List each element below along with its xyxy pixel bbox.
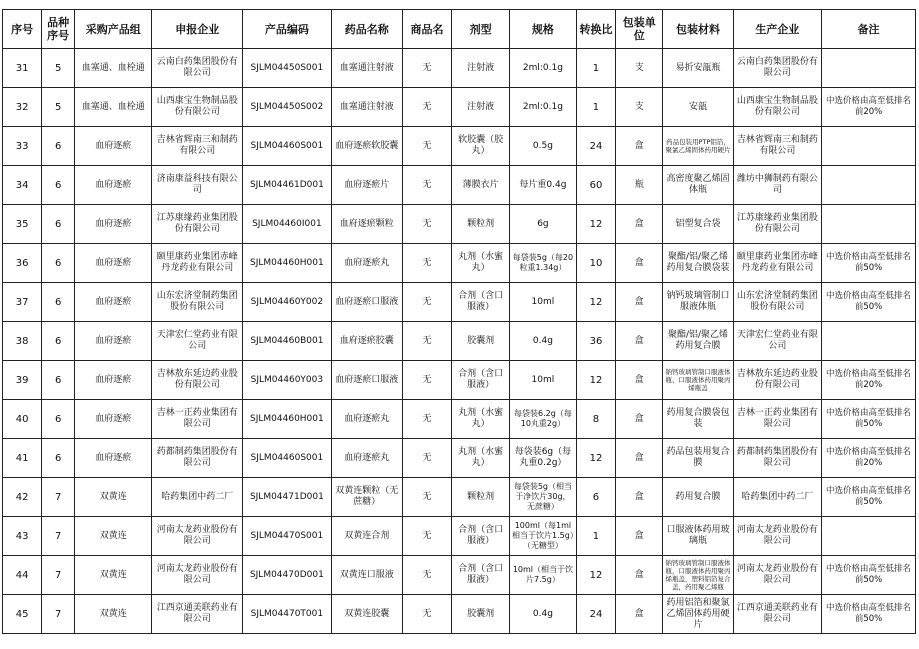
cell-specification: 每袋装5g（相当于净饮片30g，无蔗糖） <box>509 478 576 517</box>
cell-index: 35 <box>3 205 42 244</box>
cell-conversion-ratio: 36 <box>576 322 615 361</box>
cell-manufacturer: 江苏康缘药业集团股份有限公司 <box>733 205 822 244</box>
cell-drug-name: 双黄连口服液 <box>331 556 402 595</box>
cell-product-group: 血府逐瘀 <box>75 439 152 478</box>
cell-variety-index: 7 <box>42 595 75 634</box>
cell-package-unit: 盒 <box>616 205 663 244</box>
cell-index: 40 <box>3 400 42 439</box>
cell-dosage-form: 颗粒剂 <box>452 205 510 244</box>
table-row <box>3 49 916 88</box>
cell-trade-name: 无 <box>402 283 451 322</box>
cell-conversion-ratio: 12 <box>576 556 615 595</box>
table-row <box>3 88 916 127</box>
cell-package-material: 药用复合膜袋包装 <box>663 400 733 439</box>
cell-index: 39 <box>3 361 42 400</box>
header-product-group: 采购产品组 <box>75 10 152 49</box>
table-row <box>3 361 916 400</box>
cell-package-material: 易折安瓿瓶 <box>663 49 733 88</box>
cell-variety-index: 5 <box>42 88 75 127</box>
cell-package-material: 高密度聚乙烯固体瓶 <box>663 166 733 205</box>
cell-conversion-ratio: 24 <box>576 595 615 634</box>
cell-package-unit: 盒 <box>616 244 663 283</box>
cell-remarks <box>822 517 916 556</box>
cell-dosage-form: 丸剂（水蜜丸） <box>452 244 510 283</box>
cell-package-unit: 瓶 <box>616 166 663 205</box>
cell-product-group: 双黄连 <box>75 595 152 634</box>
cell-drug-name: 血塞通注射液 <box>331 49 402 88</box>
cell-dosage-form: 丸剂（水蜜丸） <box>452 439 510 478</box>
cell-drug-name: 双黄连颗粒（无蔗糖） <box>331 478 402 517</box>
cell-specification: 0.4g <box>509 595 576 634</box>
cell-manufacturer: 吉林敖东延边药业股份有限公司 <box>733 361 822 400</box>
cell-package-unit: 盒 <box>616 478 663 517</box>
cell-product-code: SJLM04460Y002 <box>243 283 332 322</box>
cell-package-unit: 盒 <box>616 283 663 322</box>
cell-conversion-ratio: 10 <box>576 244 615 283</box>
header-variety-index: 品种序号 <box>42 10 75 49</box>
header-applicant: 申报企业 <box>152 10 243 49</box>
header-conversion-ratio: 转换比 <box>576 10 615 49</box>
cell-specification: 100ml（每1ml相当于饮片1.5g）（无糖型） <box>509 517 576 556</box>
cell-remarks: 中选价格由高至低排名前50% <box>822 244 916 283</box>
cell-product-code: SJLM04450S002 <box>243 88 332 127</box>
table-row <box>3 400 916 439</box>
cell-drug-name: 血府逐瘀丸 <box>331 439 402 478</box>
cell-trade-name: 无 <box>402 127 451 166</box>
cell-drug-name: 血府逐瘀口服液 <box>331 283 402 322</box>
cell-product-code: SJLM04450S001 <box>243 49 332 88</box>
cell-package-material: 药用复合膜 <box>663 478 733 517</box>
cell-conversion-ratio: 24 <box>576 127 615 166</box>
cell-manufacturer: 云南白药集团股份有限公司 <box>733 49 822 88</box>
cell-applicant: 药都制药集团股份有限公司 <box>152 439 243 478</box>
cell-trade-name: 无 <box>402 478 451 517</box>
cell-drug-name: 血府逐瘀颗粒 <box>331 205 402 244</box>
cell-applicant: 吉林省辉南三和制药有限公司 <box>152 127 243 166</box>
cell-applicant: 河南太龙药业股份有限公司 <box>152 517 243 556</box>
table-row <box>3 205 916 244</box>
table-row <box>3 244 916 283</box>
cell-applicant: 哈药集团中药二厂 <box>152 478 243 517</box>
cell-trade-name: 无 <box>402 166 451 205</box>
cell-conversion-ratio: 60 <box>576 166 615 205</box>
header-manufacturer: 生产企业 <box>733 10 822 49</box>
table-row <box>3 517 916 556</box>
cell-package-material: 聚酯/铝/聚乙烯药用复合膜 <box>663 322 733 361</box>
cell-product-group: 血府逐瘀 <box>75 127 152 166</box>
cell-specification: 每袋装6g（每丸重0.2g） <box>509 439 576 478</box>
cell-dosage-form: 合剂（含口服液） <box>452 556 510 595</box>
cell-variety-index: 6 <box>42 400 75 439</box>
cell-product-group: 血府逐瘀 <box>75 205 152 244</box>
cell-remarks: 中选价格由高至低排名前50% <box>822 283 916 322</box>
header-package-unit: 包装单位 <box>616 10 663 49</box>
cell-applicant: 江苏康缘药业集团股份有限公司 <box>152 205 243 244</box>
cell-package-unit: 盒 <box>616 361 663 400</box>
cell-package-unit: 盒 <box>616 322 663 361</box>
cell-applicant: 河南太龙药业股份有限公司 <box>152 556 243 595</box>
cell-product-group: 血府逐瘀 <box>75 283 152 322</box>
cell-package-unit: 盒 <box>616 127 663 166</box>
cell-dosage-form: 胶囊剂 <box>452 595 510 634</box>
cell-product-group: 血塞通、血栓通 <box>75 88 152 127</box>
cell-dosage-form: 胶囊剂 <box>452 322 510 361</box>
cell-manufacturer: 吉林省辉南三和制药有限公司 <box>733 127 822 166</box>
cell-specification: 0.5g <box>509 127 576 166</box>
cell-product-group: 血府逐瘀 <box>75 322 152 361</box>
cell-product-group: 血府逐瘀 <box>75 400 152 439</box>
cell-trade-name: 无 <box>402 361 451 400</box>
header-drug-name: 药品名称 <box>331 10 402 49</box>
cell-remarks: 中选价格由高至低排名前50% <box>822 400 916 439</box>
cell-product-code: SJLM04460Y003 <box>243 361 332 400</box>
cell-trade-name: 无 <box>402 439 451 478</box>
cell-applicant: 济南康益科技有限公司 <box>152 166 243 205</box>
table-row <box>3 166 916 205</box>
cell-applicant: 吉林一正药业集团有限公司 <box>152 400 243 439</box>
cell-manufacturer: 山东宏济堂制药集团股份有限公司 <box>733 283 822 322</box>
cell-drug-name: 双黄连合剂 <box>331 517 402 556</box>
cell-trade-name: 无 <box>402 595 451 634</box>
cell-package-material: 药品包装用PTP铝箔，聚氯乙烯固体药用硬片 <box>663 127 733 166</box>
table-row <box>3 556 916 595</box>
table-header-row <box>3 10 916 49</box>
cell-drug-name: 血府逐瘀胶囊 <box>331 322 402 361</box>
cell-specification: 2ml:0.1g <box>509 49 576 88</box>
cell-product-code: SJLM04470S001 <box>243 517 332 556</box>
cell-drug-name: 血府逐瘀丸 <box>331 244 402 283</box>
cell-manufacturer: 河南太龙药业股份有限公司 <box>733 517 822 556</box>
cell-drug-name: 血府逐瘀丸 <box>331 400 402 439</box>
cell-product-group: 血府逐瘀 <box>75 166 152 205</box>
cell-index: 45 <box>3 595 42 634</box>
table-row <box>3 322 916 361</box>
cell-drug-name: 血府逐瘀片 <box>331 166 402 205</box>
cell-package-material: 药用铝箔和聚氯乙烯固体药用硬片 <box>663 595 733 634</box>
cell-remarks <box>822 322 916 361</box>
cell-variety-index: 7 <box>42 517 75 556</box>
cell-product-code: SJLM04470D001 <box>243 556 332 595</box>
cell-package-material: 聚酯/铝/聚乙烯药用复合膜袋装 <box>663 244 733 283</box>
cell-specification: 6g <box>509 205 576 244</box>
cell-package-material: 钠钙玻璃管制口服液体瓶 <box>663 283 733 322</box>
cell-variety-index: 6 <box>42 244 75 283</box>
table-row <box>3 127 916 166</box>
cell-remarks <box>822 127 916 166</box>
procurement-table <box>2 9 916 634</box>
table-row <box>3 595 916 634</box>
cell-package-unit: 盒 <box>616 517 663 556</box>
cell-conversion-ratio: 6 <box>576 478 615 517</box>
cell-conversion-ratio: 8 <box>576 400 615 439</box>
cell-applicant: 云南白药集团股份有限公司 <box>152 49 243 88</box>
cell-index: 44 <box>3 556 42 595</box>
cell-trade-name: 无 <box>402 49 451 88</box>
cell-applicant: 天津宏仁堂药业有限公司 <box>152 322 243 361</box>
cell-remarks <box>822 49 916 88</box>
cell-variety-index: 7 <box>42 556 75 595</box>
cell-specification: 每袋装6.2g（每10丸重2g） <box>509 400 576 439</box>
table-row <box>3 478 916 517</box>
cell-product-group: 血塞通、血栓通 <box>75 49 152 88</box>
cell-package-unit: 支 <box>616 88 663 127</box>
cell-applicant: 山东宏济堂制药集团股份有限公司 <box>152 283 243 322</box>
cell-conversion-ratio: 1 <box>576 88 615 127</box>
cell-package-unit: 盒 <box>616 400 663 439</box>
cell-package-unit: 盒 <box>616 595 663 634</box>
cell-variety-index: 5 <box>42 49 75 88</box>
cell-dosage-form: 注射液 <box>452 88 510 127</box>
cell-specification: 2ml:0.1g <box>509 88 576 127</box>
cell-manufacturer: 河南太龙药业股份有限公司 <box>733 556 822 595</box>
cell-conversion-ratio: 12 <box>576 439 615 478</box>
cell-manufacturer: 药都制药集团股份有限公司 <box>733 439 822 478</box>
header-remarks: 备注 <box>822 10 916 49</box>
cell-dosage-form: 合剂（含口服液） <box>452 361 510 400</box>
cell-product-code: SJLM04460I001 <box>243 205 332 244</box>
table-body <box>3 49 916 634</box>
cell-package-material: 口服液体药用玻璃瓶 <box>663 517 733 556</box>
cell-variety-index: 6 <box>42 166 75 205</box>
cell-remarks: 中选价格由高至低排名前20% <box>822 439 916 478</box>
cell-manufacturer: 山西康宝生物制品股份有限公司 <box>733 88 822 127</box>
cell-dosage-form: 薄膜衣片 <box>452 166 510 205</box>
cell-manufacturer: 颐里康药业集团赤峰丹龙药业有限公司 <box>733 244 822 283</box>
cell-specification: 10ml <box>509 361 576 400</box>
cell-index: 37 <box>3 283 42 322</box>
cell-specification: 10ml（相当于饮片7.5g） <box>509 556 576 595</box>
cell-trade-name: 无 <box>402 517 451 556</box>
cell-manufacturer: 江西京通美联药业有限公司 <box>733 595 822 634</box>
cell-remarks: 中选价格由高至低排名前50% <box>822 478 916 517</box>
header-package-material: 包装材料 <box>663 10 733 49</box>
cell-applicant: 颐里康药业集团赤峰丹龙药业有限公司 <box>152 244 243 283</box>
cell-conversion-ratio: 1 <box>576 49 615 88</box>
cell-product-group: 双黄连 <box>75 517 152 556</box>
cell-trade-name: 无 <box>402 322 451 361</box>
cell-package-material: 铝塑复合袋 <box>663 205 733 244</box>
table-row <box>3 439 916 478</box>
cell-trade-name: 无 <box>402 556 451 595</box>
cell-remarks: 中选价格由高至低排名前20% <box>822 361 916 400</box>
cell-variety-index: 6 <box>42 322 75 361</box>
cell-package-unit: 支 <box>616 49 663 88</box>
cell-remarks: 中选价格由高至低排名前50% <box>822 595 916 634</box>
cell-index: 42 <box>3 478 42 517</box>
cell-drug-name: 双黄连胶囊 <box>331 595 402 634</box>
cell-index: 41 <box>3 439 42 478</box>
cell-manufacturer: 天津宏仁堂药业有限公司 <box>733 322 822 361</box>
cell-product-group: 血府逐瘀 <box>75 361 152 400</box>
cell-conversion-ratio: 12 <box>576 361 615 400</box>
cell-specification: 每片重0.4g <box>509 166 576 205</box>
header-product-code: 产品编码 <box>243 10 332 49</box>
cell-remarks <box>822 205 916 244</box>
cell-trade-name: 无 <box>402 244 451 283</box>
cell-index: 43 <box>3 517 42 556</box>
cell-product-code: SJLM04460B001 <box>243 322 332 361</box>
cell-conversion-ratio: 12 <box>576 205 615 244</box>
cell-specification: 10ml <box>509 283 576 322</box>
cell-dosage-form: 颗粒剂 <box>452 478 510 517</box>
cell-conversion-ratio: 12 <box>576 283 615 322</box>
cell-dosage-form: 软胶囊（胶丸） <box>452 127 510 166</box>
cell-dosage-form: 丸剂（水蜜丸） <box>452 400 510 439</box>
cell-trade-name: 无 <box>402 400 451 439</box>
cell-index: 38 <box>3 322 42 361</box>
cell-package-material: 钠钙玻璃管制口服液体瓶、口服液体药用聚丙烯瓶盖 <box>663 361 733 400</box>
cell-manufacturer: 哈药集团中药二厂 <box>733 478 822 517</box>
cell-drug-name: 血府逐瘀口服液 <box>331 361 402 400</box>
cell-manufacturer: 吉林一正药业集团有限公司 <box>733 400 822 439</box>
cell-applicant: 江西京通美联药业有限公司 <box>152 595 243 634</box>
cell-manufacturer: 潍坊中狮制药有限公司 <box>733 166 822 205</box>
cell-product-group: 双黄连 <box>75 478 152 517</box>
header-trade-name: 商品名 <box>402 10 451 49</box>
cell-variety-index: 6 <box>42 283 75 322</box>
document-page <box>2 9 916 634</box>
cell-product-code: SJLM04460S001 <box>243 127 332 166</box>
cell-applicant: 山西康宝生物制品股份有限公司 <box>152 88 243 127</box>
cell-package-material: 钠钙玻璃管制口服液体瓶，口服液体药用聚丙烯瓶盖，塑料铝箔复合盖，药用聚乙烯瓶 <box>663 556 733 595</box>
cell-product-code: SJLM04471D001 <box>243 478 332 517</box>
cell-variety-index: 6 <box>42 361 75 400</box>
cell-applicant: 吉林敖东延边药业股份有限公司 <box>152 361 243 400</box>
cell-remarks: 中选价格由高至低排名前50% <box>822 556 916 595</box>
cell-variety-index: 6 <box>42 439 75 478</box>
cell-dosage-form: 合剂（含口服液） <box>452 517 510 556</box>
cell-drug-name: 血塞通注射液 <box>331 88 402 127</box>
cell-package-material: 安瓿 <box>663 88 733 127</box>
cell-variety-index: 6 <box>42 205 75 244</box>
cell-index: 31 <box>3 49 42 88</box>
cell-product-code: SJLM04461D001 <box>243 166 332 205</box>
cell-trade-name: 无 <box>402 205 451 244</box>
cell-remarks <box>822 166 916 205</box>
cell-product-code: SJLM04470T001 <box>243 595 332 634</box>
cell-package-unit: 盒 <box>616 556 663 595</box>
cell-index: 32 <box>3 88 42 127</box>
cell-index: 33 <box>3 127 42 166</box>
cell-trade-name: 无 <box>402 88 451 127</box>
cell-package-material: 药品包装用复合膜 <box>663 439 733 478</box>
cell-product-group: 双黄连 <box>75 556 152 595</box>
header-dosage-form: 剂型 <box>452 10 510 49</box>
table-row <box>3 283 916 322</box>
header-specification: 规格 <box>509 10 576 49</box>
cell-product-code: SJLM04460S001 <box>243 439 332 478</box>
cell-variety-index: 6 <box>42 127 75 166</box>
cell-remarks: 中选价格由高至低排名前20% <box>822 88 916 127</box>
cell-index: 36 <box>3 244 42 283</box>
cell-product-code: SJLM04460H001 <box>243 400 332 439</box>
cell-conversion-ratio: 1 <box>576 517 615 556</box>
cell-index: 34 <box>3 166 42 205</box>
cell-product-group: 血府逐瘀 <box>75 244 152 283</box>
cell-variety-index: 7 <box>42 478 75 517</box>
cell-dosage-form: 注射液 <box>452 49 510 88</box>
cell-dosage-form: 合剂（含口服液） <box>452 283 510 322</box>
cell-specification: 每袋装5g（每20粒重1.34g） <box>509 244 576 283</box>
header-index: 序号 <box>3 10 42 49</box>
cell-specification: 0.4g <box>509 322 576 361</box>
cell-drug-name: 血府逐瘀软胶囊 <box>331 127 402 166</box>
cell-product-code: SJLM04460H001 <box>243 244 332 283</box>
cell-package-unit: 盒 <box>616 439 663 478</box>
